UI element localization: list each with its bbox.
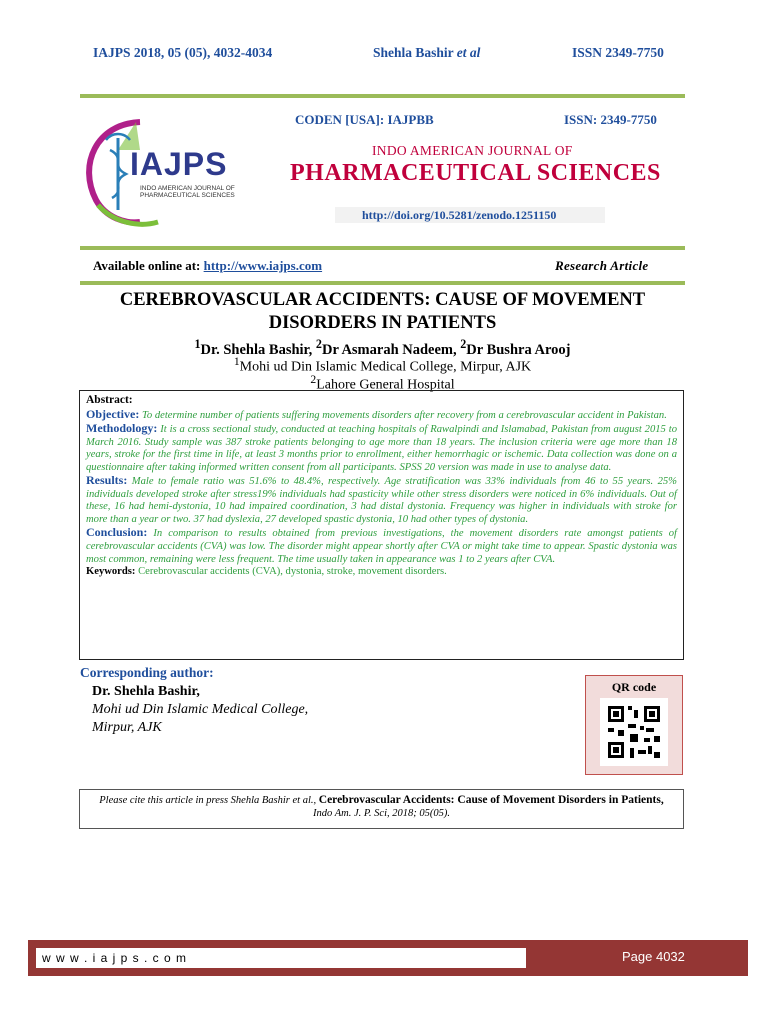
corresponding-address-2: Mirpur, AJK (92, 720, 162, 735)
footer-site[interactable]: w w w . i a j p s . c o m (42, 951, 188, 965)
logo-subtitle-line2: PHARMACEUTICAL SCIENCES (140, 192, 235, 199)
results-text: Male to female ratio was 51.6% to 48.4%, respectively. Age stratification was 33% individuals from 46 to 55 years. 25% individuals developed stroke after stress19% individuals had spasticity while other stress disorders were noticed in 6% individuals. Out of these, 16 had hemi-dystonia, 10 had impaired coordination, 3 had distal dystonia. Frequency was higher in individuals with stroke for more than a year or two. 37 had dyslexia, 27 developed spastic dystonia, 10 had other types of dystonia. (86, 476, 677, 525)
masthead-rule-bottom (80, 281, 685, 285)
citation-title: Cerebrovascular Accidents: Cause of Movement Disorders in Patients, (318, 794, 664, 806)
abstract-methodology (86, 422, 677, 474)
author-2-affil: 2 (315, 337, 322, 351)
corresponding-heading: Corresponding author: (80, 665, 214, 680)
keywords-text: Cerebrovascular accidents (CVA), dystonia, stroke, movement disorders. (135, 566, 447, 578)
availability-label: Available online at: (93, 258, 201, 273)
website-link[interactable]: http://www.iajps.com (203, 258, 323, 273)
header-author-name: Shehla Bashir (373, 45, 454, 60)
citation-prefix: Please cite this article in press Shehla Bashir et al., (99, 795, 319, 806)
journal-name-line2: PHARMACEUTICAL SCIENCES (290, 160, 661, 186)
keywords-label: Keywords: (86, 566, 136, 578)
objective-label: Objective: (86, 406, 140, 421)
affiliation-2-num: 2 (310, 373, 317, 386)
article-title-line2: DISORDERS IN PATIENTS (268, 313, 497, 333)
affiliation-1-num: 1 (233, 355, 240, 368)
author-1: Dr. Shehla Bashir, (200, 341, 316, 358)
abstract-box (79, 390, 684, 660)
methodology-label: Methodology: (86, 421, 158, 436)
footer-site-panel (36, 948, 526, 968)
author-3-affil: 2 (460, 337, 467, 351)
article-type: Research Article (555, 258, 649, 273)
header-rule (80, 94, 685, 98)
logo-wordmark: IAJPS (130, 146, 228, 182)
results-label: Results: (86, 473, 128, 488)
masthead-rule-top (80, 246, 685, 250)
methodology-text: It is a cross sectional study, conducted at teaching hospitals of Rawalpindi and Islamabad, Pakistan from august 2015 to March 2016. Study sample was 387 stroke patients belonging to age more than 18 years. The inclusion criteria were age more than 18 years, stroke for the first time in life, at least 3 months prior to enrollment, either hemorrhagic or ischemic. Data collection was done on a questionnaire after taking informed written consent from all participants. SPSS 20 version was made in use to analyse data. (86, 424, 677, 473)
journal-logo (78, 110, 248, 230)
running-header-citation: IAJPS 2018, 05 (05), 4032-4034 (93, 45, 273, 60)
qr-code-icon (600, 698, 668, 766)
article-title (70, 289, 695, 335)
affiliation-2-text: Lahore General Hospital (316, 377, 455, 393)
abstract-keywords (86, 566, 677, 579)
masthead-issn: ISSN: 2349-7750 (564, 112, 657, 127)
logo-subtitle (140, 185, 235, 199)
article-title-line1: CEREBROVASCULAR ACCIDENTS: CAUSE OF MOVEMENT (119, 290, 646, 310)
running-header-issn: ISSN 2349-7750 (572, 45, 664, 60)
corresponding-address-1: Mohi ud Din Islamic Medical College, (92, 702, 309, 717)
qr-code-box (585, 675, 683, 775)
qr-label: QR code (611, 680, 657, 694)
page-number: Page 4032 (622, 949, 685, 964)
footer-bar (28, 940, 748, 976)
citation-box (79, 789, 684, 829)
conclusion-label: Conclusion: (86, 525, 148, 540)
author-2: Dr Asmarah Nadeem, (321, 341, 461, 358)
citation-suffix: Indo Am. J. P. Sci, 2018; 05(05). (313, 808, 450, 819)
running-header-author (373, 45, 480, 61)
coden: CODEN [USA]: IAJPBB (295, 112, 434, 127)
header-author-suffix: et al (456, 45, 481, 60)
corresponding-name: Dr. Shehla Bashir, (92, 684, 200, 699)
doi-link[interactable]: http://doi.org/10.5281/zenodo.1251150 (362, 208, 557, 222)
journal-name-line1: INDO AMERICAN JOURNAL OF (372, 143, 573, 158)
abstract-objective (86, 408, 677, 423)
author-1-affil: 1 (194, 337, 201, 351)
author-3: Dr Bushra Arooj (466, 341, 571, 358)
abstract-results (86, 474, 677, 526)
abstract-heading: Abstract: (86, 394, 133, 406)
logo-subtitle-line1: INDO AMERICAN JOURNAL OF (140, 185, 235, 192)
abstract-conclusion (86, 526, 677, 566)
conclusion-text: In comparison to results obtained from previous investigations, the movement disorders rate amongst patients of cerebrovascular accidents (CVA) was low. The disorder might appear shortly after CVA or might take time to appear. Spastic dystonia was most common, remaining were less frequent. The time usually taken in appearance was 1 to 2 years after CVA. (86, 528, 677, 565)
affiliation-1-text: Mohi ud Din Islamic Medical College, Mirpur, AJK (239, 359, 532, 375)
availability (93, 258, 322, 274)
objective-text: To determine number of patients suffering movements disorders after recovery from a cerebrovascular accident in Pakistan. (139, 409, 667, 421)
